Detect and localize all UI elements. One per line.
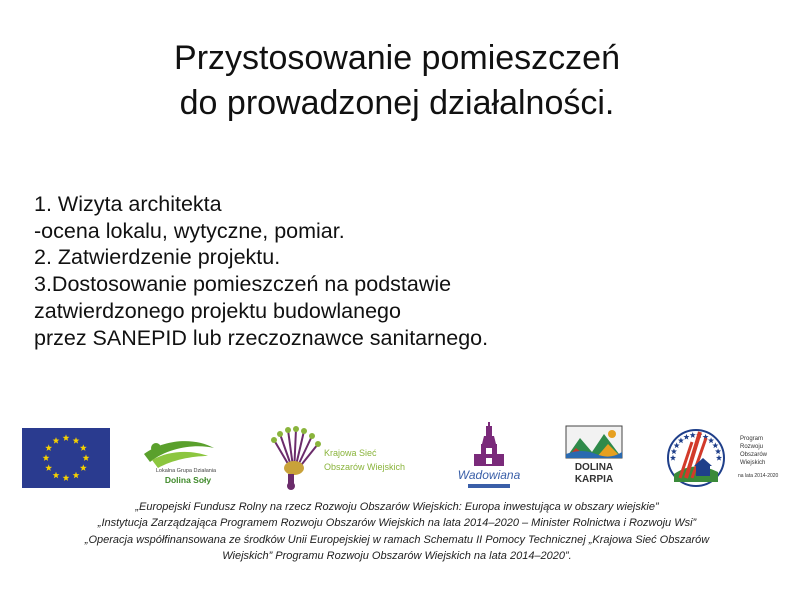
prow-line-1: Program [740, 436, 764, 442]
footer-line-2: „Instytucja Zarządzająca Programem Rozwoju Obszarów Wiejskich na lata 2014–2020 – Minister Rolnictwa i Rozwoju Wsi” [97, 517, 697, 530]
footer-line-4: Wiejskich” Programu Rozwoju Obszarów Wiejskich na lata 2014–2020”. [222, 549, 572, 562]
prow-line-2: Rozwoju [740, 444, 764, 450]
funding-footer [0, 499, 794, 564]
ksow-logo [264, 426, 434, 492]
footer-line-1: „Europejski Fundusz Rolny na rzecz Rozwoju Obszarów Wiejskich: Europa inwestująca w obszary wiejskie” [135, 501, 659, 513]
dolina-karpia-logo [562, 426, 626, 488]
prow-logo [660, 420, 780, 496]
footer-line-3: „Operacja współfinansowana ze środków Unii Europejskiej w ramach Schematu II Pomocy Technicznej „Krajowa Sieć Obszarów [84, 533, 710, 546]
body-line-2: -ocena lokalu, wytyczne, pomiar. [34, 218, 345, 243]
ksow-line-1: Krajowa Sieć [324, 448, 377, 458]
dolina-karpia-line-1: DOLINA [574, 462, 614, 473]
dolina-karpia-line-2: KARPIA [574, 474, 614, 485]
dolina-soly-small-text: Lokalna Grupa Działania [155, 468, 217, 474]
body-line-5: zatwierdzonego projektu budowlanego [34, 298, 401, 323]
title-line-2: do prowadzonej działalności. [179, 84, 615, 122]
eu-flag-icon [22, 428, 110, 488]
body-line-6: przez SANEPID lub rzeczoznawce sanitarnego. [34, 325, 489, 350]
prow-line-4: Wiejskich [740, 460, 766, 466]
body-line-1: 1. Wizyta architekta [34, 192, 222, 216]
body-line-3: 2. Zatwierdzenie projektu. [34, 245, 281, 270]
body-line-4: 3.Dostosowanie pomieszczeń na podstawie [34, 272, 452, 297]
logo-strip [0, 420, 794, 498]
slide-body [34, 191, 774, 351]
slide-title [0, 36, 794, 126]
dolina-soly-name: Dolina Soły [164, 475, 212, 485]
prow-line-3: Obszarów [740, 452, 768, 458]
dolina-soly-logo [136, 434, 236, 486]
prow-years: na lata 2014-2020 [738, 473, 779, 479]
wadowiana-name: Wadowiana [457, 468, 521, 482]
title-line-1: Przystosowanie pomieszczeń [174, 39, 620, 77]
ksow-line-2: Obszarów Wiejskich [324, 462, 406, 472]
wadowiana-logo [457, 422, 521, 494]
